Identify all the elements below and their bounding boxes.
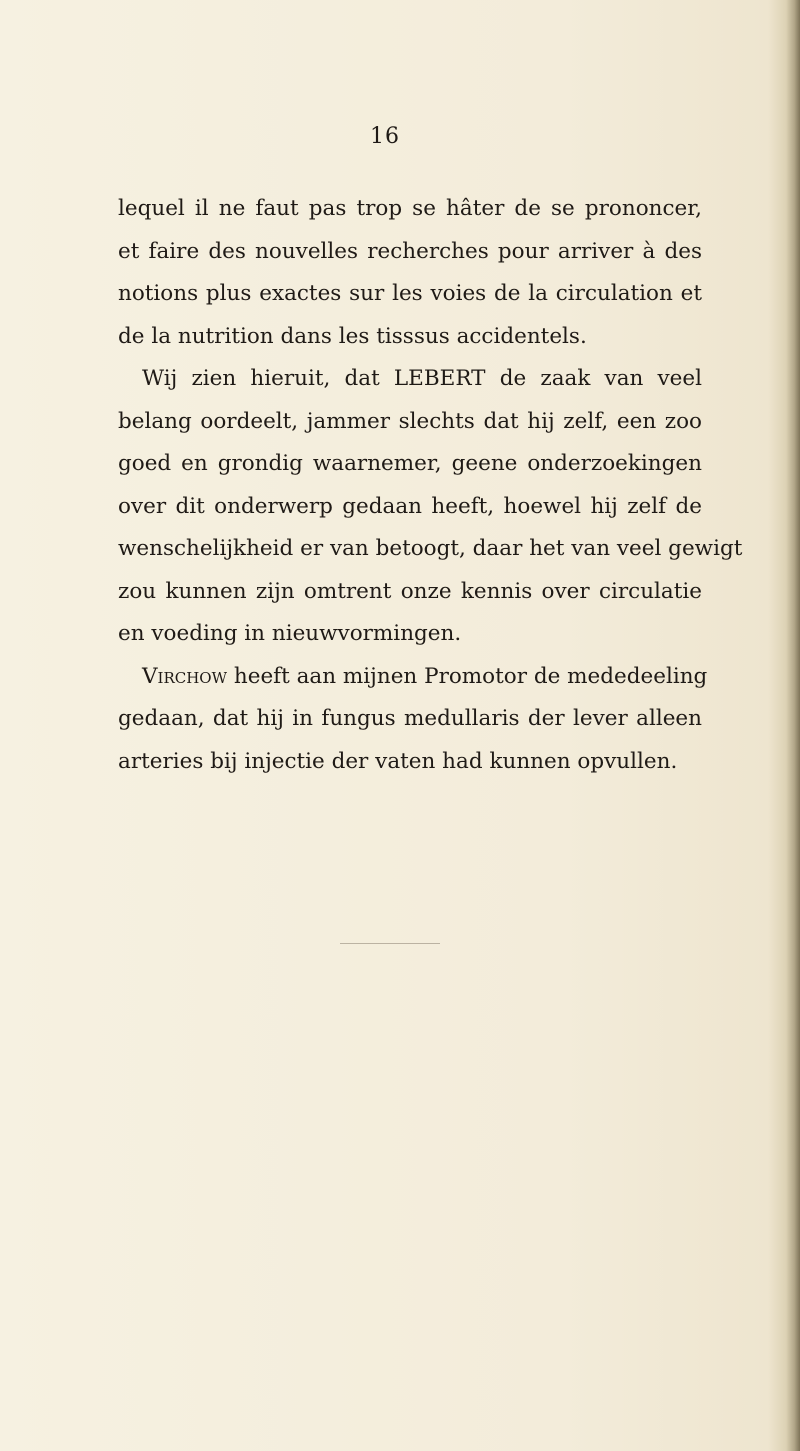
text-line: wenschelijkheid er van betoogt, daar het van veel gewigt bbox=[118, 536, 743, 561]
text-line: en voeding in nieuwvormingen. bbox=[118, 621, 462, 646]
text-line: goed en grondig waarnemer, geene onderzoekingen bbox=[118, 451, 702, 476]
text-segment: heeft aan mijnen Promotor de mededeeling bbox=[233, 663, 708, 689]
body-text bbox=[118, 188, 743, 783]
text-line: over dit onderwerp gedaan heeft, hoewel hij zelf de bbox=[118, 493, 702, 519]
text-line: arteries bij injectie der vaten had kunnen opvullen. bbox=[118, 748, 678, 774]
text-line: gedaan, dat hij in fungus medullaris der lever alleen bbox=[118, 706, 702, 731]
text-line: notions plus exactes sur les voies de la circulation et bbox=[118, 281, 702, 306]
name-virchow: Virchow bbox=[142, 663, 228, 689]
text-segment: de zaak van veel bbox=[499, 366, 703, 391]
text-line bbox=[118, 358, 702, 401]
page-edge-shadow bbox=[786, 0, 800, 1451]
text-line: lequel il ne faut pas trop se hâter de se prononcer, bbox=[118, 196, 702, 221]
page-number: 16 bbox=[370, 124, 400, 149]
text-line: zou kunnen zijn omtrent onze kennis over circulatie bbox=[118, 578, 702, 604]
text-line: belang oordeelt, jammer slechts dat hij zelf, een zoo bbox=[118, 408, 702, 434]
name-lebert: LEBERT bbox=[393, 366, 486, 391]
text-segment: Wij zien hieruit, dat bbox=[142, 366, 380, 391]
text-line: de la nutrition dans les tisssus accidentels. bbox=[118, 323, 587, 349]
section-divider bbox=[340, 943, 440, 944]
text-line bbox=[118, 656, 708, 699]
text-line: et faire des nouvelles recherches pour arriver à des bbox=[118, 238, 702, 264]
